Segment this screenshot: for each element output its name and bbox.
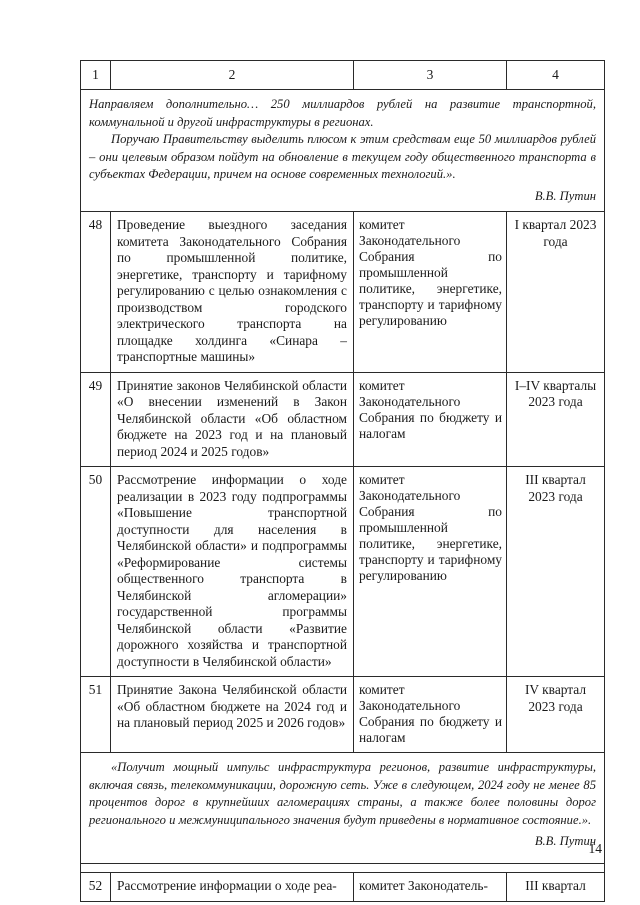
row-responsible: комитет Законодательного Собрания по промышленной политике, энергетике, транспорту и тарифному регулированию bbox=[354, 212, 507, 373]
row-responsible: комитет Законодатель- bbox=[354, 873, 507, 902]
quote-row-1 bbox=[81, 90, 605, 212]
quote-row-2 bbox=[81, 753, 605, 864]
row-responsible: комитет Законодательного Собрания по бюджету и налогам bbox=[354, 372, 507, 467]
row-number: 51 bbox=[81, 677, 111, 753]
row-description: Проведение выездного заседания комитета Законодательного Собрания по промышленной политике, энергетике, транспорту и тарифному регулированию с целью ознакомления с производством городского электрического транспорта на площадке холдинга «Синара – транспортные машины» bbox=[111, 212, 354, 373]
row-description: Принятие законов Челябинской области «О внесении изменений в Закон Челябинской области «Об областном бюджете на 2023 год и на плановый период 2024 и 2025 годов» bbox=[111, 372, 354, 467]
quote-2-signature: В.В. Путин bbox=[534, 834, 596, 848]
row-responsible: комитет Законодательного Собрания по промышленной политике, энергетике, транспорту и тарифному регулированию bbox=[354, 467, 507, 677]
row-number: 50 bbox=[81, 467, 111, 677]
table-header-row bbox=[81, 61, 605, 90]
page-number: 14 bbox=[588, 841, 602, 856]
row-term: IV квартал 2023 года bbox=[507, 677, 605, 753]
quote-1-paragraph-1: Направляем дополнительно… 250 миллиардов рублей на развитие транспортной, коммунальной и другой инфраструктуры в регионах. bbox=[89, 97, 596, 129]
row-term: I–IV кварталы 2023 года bbox=[507, 372, 605, 467]
header-col-4: 4 bbox=[507, 61, 605, 90]
table-row bbox=[81, 467, 605, 677]
quote-block-2 bbox=[81, 753, 605, 864]
row-number: 52 bbox=[81, 873, 111, 902]
row-description: Рассмотрение информации о ходе реализации в 2023 году подпрограммы «Повышение транспортной доступности для населения в Челябинской области» и подпрограммы «Реформирование системы общественного транспорта в Челябинской агломерации» государственной программы Челябинской области «Развитие дорожного хозяйства и транспортной доступности в Челябинской области» bbox=[111, 467, 354, 677]
quote-block-1 bbox=[81, 90, 605, 212]
row-number: 49 bbox=[81, 372, 111, 467]
header-col-1: 1 bbox=[81, 61, 111, 90]
row-number: 48 bbox=[81, 212, 111, 373]
row-term: III квартал 2023 года bbox=[507, 467, 605, 677]
row-description: Принятие Закона Челябинской области «Об областном бюджете на 2024 год и на плановый период 2025 и 2026 годов» bbox=[111, 677, 354, 753]
header-col-3: 3 bbox=[354, 61, 507, 90]
table-row bbox=[81, 873, 605, 902]
quote-2-paragraph-1: «Получит мощный импульс инфраструктура регионов, развитие инфраструктуры, включая связь, телекоммуникации, дорожную сеть. Уже в следующем, 2024 году не менее 85 процентов дорог в крупнейших агломерациях страны, а также более половины дорог регионального и межмуниципального значения будут приведены в нормативное состояние.». bbox=[89, 760, 596, 827]
plan-table bbox=[80, 60, 605, 902]
table-gap bbox=[81, 864, 605, 873]
row-description: Рассмотрение информации о ходе реа- bbox=[111, 873, 354, 902]
document-page bbox=[80, 60, 604, 902]
quote-1-signature: В.В. Путин bbox=[534, 188, 596, 203]
row-term: III квартал bbox=[507, 873, 605, 902]
quote-1-paragraph-2: Поручаю Правительству выделить плюсом к этим средствам еще 50 миллиардов рублей – они целевым образом пойдут на обновление в текущем году общественного транспорта в субъектах Федерации, причем на основе современных технологий.». bbox=[89, 132, 596, 181]
row-term: I квартал 2023 года bbox=[507, 212, 605, 373]
table-row bbox=[81, 212, 605, 373]
row-separator bbox=[81, 864, 605, 873]
table-row bbox=[81, 372, 605, 467]
header-col-2: 2 bbox=[111, 61, 354, 90]
table-row bbox=[81, 677, 605, 753]
row-responsible: комитет Законодательного Собрания по бюджету и налогам bbox=[354, 677, 507, 753]
